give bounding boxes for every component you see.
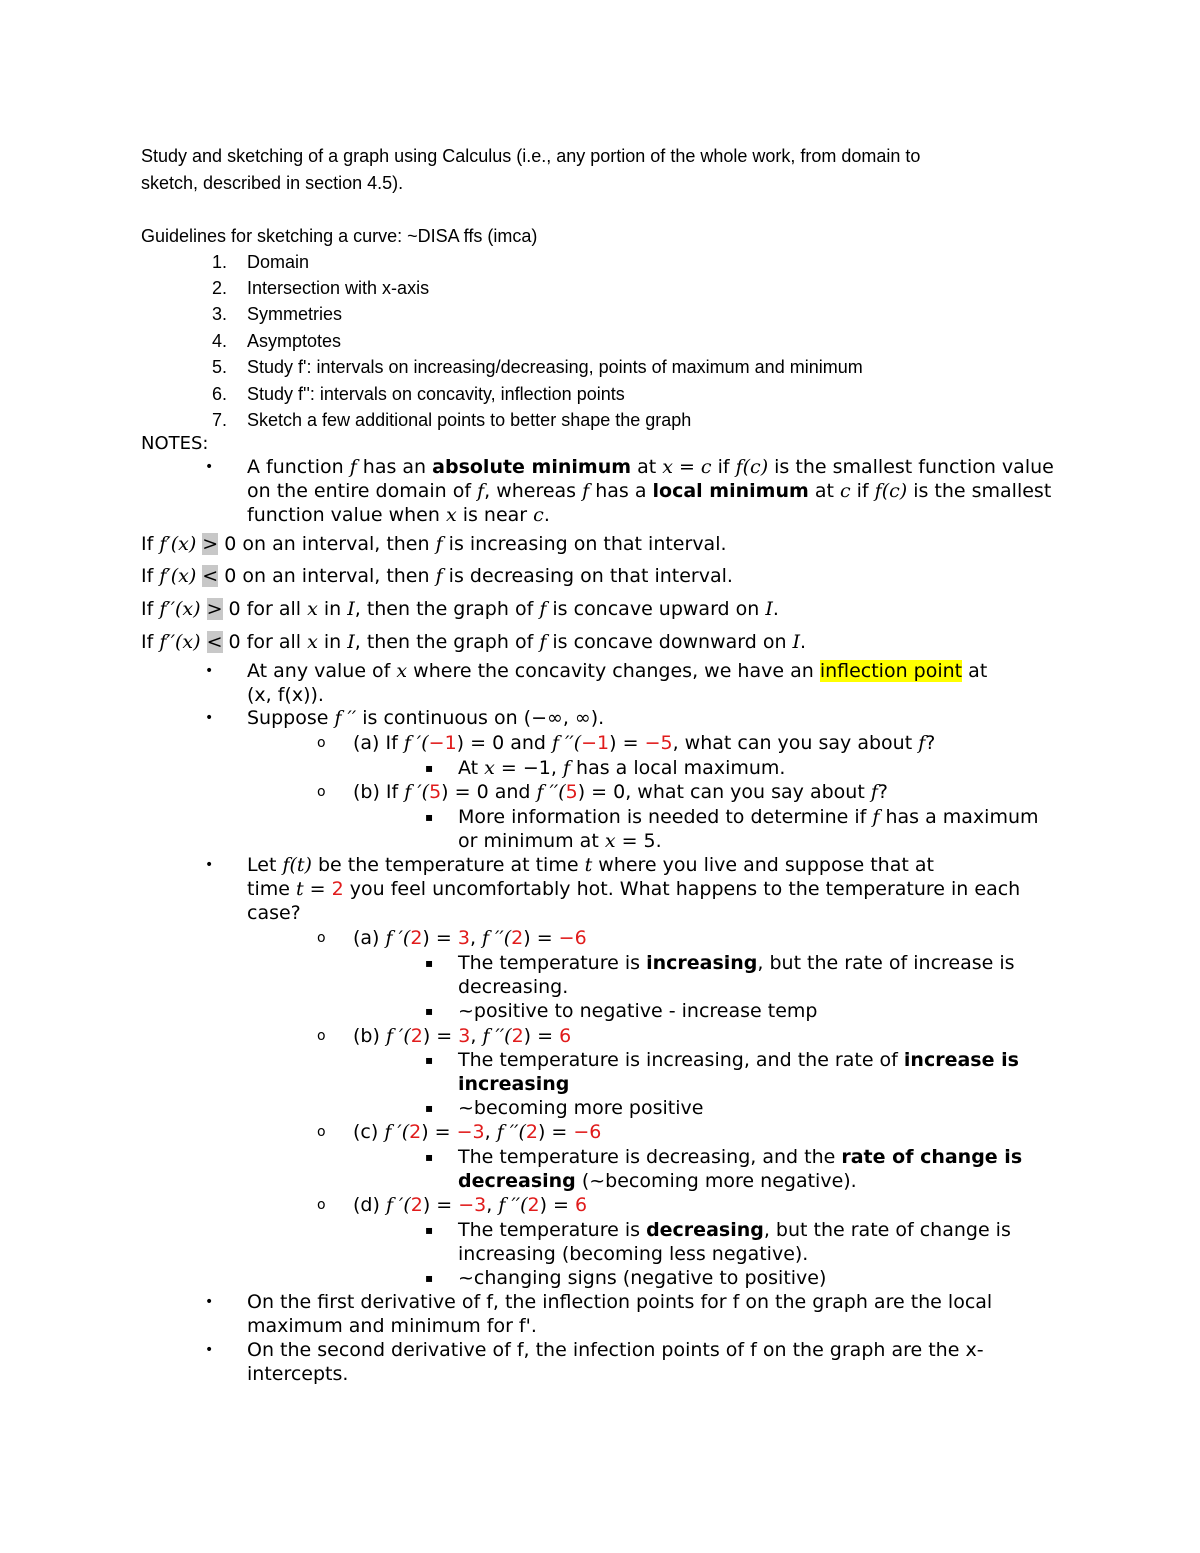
case-b-answer-2: increasing bbox=[458, 1073, 570, 1095]
temperature-line-1: Let f(t) be the temperature at time t where you live and suppose that at bbox=[247, 854, 934, 876]
first-derivative-line-1: On the first derivative of f, the inflection points for f on the graph are the local bbox=[247, 1291, 993, 1313]
inflection-line-1: At any value of x where the concavity changes, we have an inflection point at bbox=[247, 660, 988, 682]
guideline-item-1: 1. Domain bbox=[211, 252, 310, 272]
rule-decreasing: If f′(x) < 0 on an interval, then f is decreasing on that interval. bbox=[141, 565, 733, 587]
square-bullet-icon: ▪ bbox=[425, 1053, 434, 1067]
rule-concave-down: If f′′(x) < 0 for all x in I, then the graph of f is concave downward on I. bbox=[141, 631, 807, 653]
case-a-answer-2: decreasing. bbox=[458, 976, 569, 998]
temperature-line-3: case? bbox=[247, 902, 301, 924]
square-bullet-icon: ▪ bbox=[425, 956, 434, 970]
bullet-icon: • bbox=[205, 1294, 214, 1310]
case-c-answer-2: decreasing (~becoming more negative). bbox=[458, 1170, 857, 1192]
rule-increasing: If f′(x) > 0 on an interval, then f is increasing on that interval. bbox=[141, 533, 727, 555]
notes-heading: NOTES: bbox=[141, 433, 209, 454]
case-d-note: ~changing signs (negative to positive) bbox=[458, 1267, 827, 1289]
case-b-note: ~becoming more positive bbox=[458, 1097, 704, 1119]
temperature-line-2: time t = 2 you feel uncomfortably hot. What happens to the temperature in each bbox=[247, 878, 1021, 900]
suppose-answer-a: At x = −1, f has a local maximum. bbox=[458, 757, 786, 779]
square-bullet-icon: ▪ bbox=[425, 810, 434, 824]
temperature-case-a: (a) f ′(2) = 3, f ′′(2) = −6 bbox=[353, 927, 587, 949]
square-bullet-icon: ▪ bbox=[425, 1004, 434, 1018]
square-bullet-icon: ▪ bbox=[425, 1271, 434, 1285]
second-derivative-line-2: intercepts. bbox=[247, 1363, 349, 1385]
guideline-item-3: 3. Symmetries bbox=[211, 304, 343, 324]
case-d-answer-1: The temperature is decreasing, but the rate of change is bbox=[458, 1219, 1011, 1241]
sub-bullet-icon: o bbox=[317, 1124, 326, 1140]
suppose-line: Suppose f ′′ is continuous on (−∞, ∞). bbox=[247, 707, 605, 729]
rule-concave-up: If f′′(x) > 0 for all x in I, then the graph of f is concave upward on I. bbox=[141, 598, 779, 620]
abs-min-line-3: function value when x is near c. bbox=[247, 504, 550, 526]
case-a-note: ~positive to negative - increase temp bbox=[458, 1000, 818, 1022]
temperature-case-b: (b) f ′(2) = 3, f ′′(2) = 6 bbox=[353, 1025, 572, 1047]
guideline-item-7: 7. Sketch a few additional points to better shape the graph bbox=[211, 410, 692, 430]
title-line-1: Study and sketching of a graph using Calculus (i.e., any portion of the whole work, from domain to bbox=[141, 146, 921, 166]
title-line-2: sketch, described in section 4.5). bbox=[141, 173, 404, 193]
suppose-answer-b-2: or minimum at x = 5. bbox=[458, 830, 662, 852]
temperature-case-c: (c) f ′(2) = −3, f ′′(2) = −6 bbox=[353, 1121, 602, 1143]
square-bullet-icon: ▪ bbox=[425, 761, 434, 775]
abs-min-line-2: on the entire domain of f, whereas f has a local minimum at c if f(c) is the smallest bbox=[247, 480, 1052, 502]
case-b-answer-1: The temperature is increasing, and the rate of increase is bbox=[458, 1049, 1019, 1071]
case-a-answer-1: The temperature is increasing, but the rate of increase is bbox=[458, 952, 1015, 974]
square-bullet-icon: ▪ bbox=[425, 1101, 434, 1115]
suppose-case-a: (a) If f ′(−1) = 0 and f ′′(−1) = −5, what can you say about f? bbox=[353, 732, 936, 754]
suppose-answer-b-1: More information is needed to determine if f has a maximum bbox=[458, 806, 1039, 828]
first-derivative-line-2: maximum and minimum for f'. bbox=[247, 1315, 537, 1337]
guidelines-heading: Guidelines for sketching a curve: ~DISA ffs (imca) bbox=[141, 226, 538, 246]
guideline-item-4: 4. Asymptotes bbox=[211, 331, 342, 351]
temperature-case-d: (d) f ′(2) = −3, f ′′(2) = 6 bbox=[353, 1194, 588, 1216]
sub-bullet-icon: o bbox=[317, 784, 326, 800]
bullet-icon: • bbox=[205, 710, 214, 726]
guideline-item-6: 6. Study f'': intervals on concavity, inflection points bbox=[211, 384, 625, 404]
bullet-icon: • bbox=[205, 857, 214, 873]
guideline-item-2: 2. Intersection with x-axis bbox=[211, 278, 430, 298]
abs-min-line-1: A function f has an absolute minimum at x = c if f(c) is the smallest function value bbox=[247, 456, 1054, 478]
suppose-case-b: (b) If f ′(5) = 0 and f ′′(5) = 0, what can you say about f? bbox=[353, 781, 888, 803]
sub-bullet-icon: o bbox=[317, 1028, 326, 1044]
square-bullet-icon: ▪ bbox=[425, 1223, 434, 1237]
sub-bullet-icon: o bbox=[317, 735, 326, 751]
case-d-answer-2: increasing (becoming less negative). bbox=[458, 1243, 809, 1265]
square-bullet-icon: ▪ bbox=[425, 1150, 434, 1164]
bullet-icon: • bbox=[205, 459, 214, 475]
guideline-item-5: 5. Study f': intervals on increasing/decreasing, points of maximum and minimum bbox=[211, 357, 863, 377]
case-c-answer-1: The temperature is decreasing, and the rate of change is bbox=[458, 1146, 1023, 1168]
bullet-icon: • bbox=[205, 1342, 214, 1358]
sub-bullet-icon: o bbox=[317, 1197, 326, 1213]
sub-bullet-icon: o bbox=[317, 930, 326, 946]
inflection-line-2: (x, f(x)). bbox=[247, 684, 324, 706]
second-derivative-line-1: On the second derivative of f, the infection points of f on the graph are the x- bbox=[247, 1339, 984, 1361]
bullet-icon: • bbox=[205, 663, 214, 679]
